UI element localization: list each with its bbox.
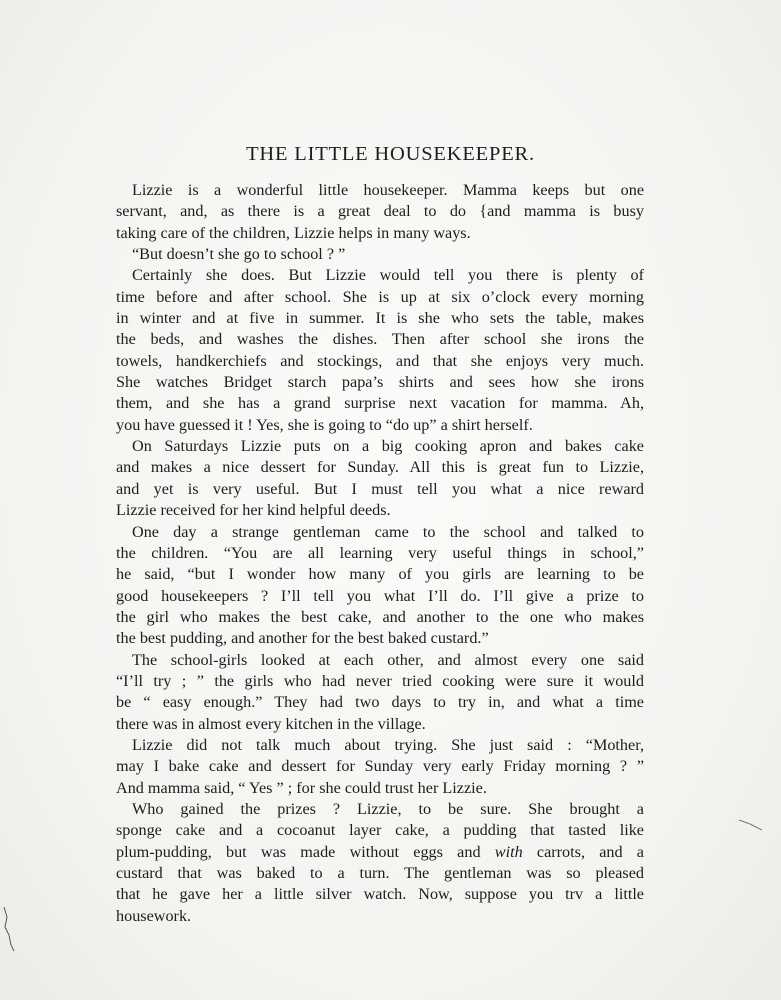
text-line: good housekeepers ? I’ll tell you what I’ll do. I’ll give a prize to — [116, 586, 644, 605]
text-line: custard that was baked to a turn. The gentleman was so pleased — [116, 864, 644, 882]
page-title: THE LITTLE HOUSEKEEPER. — [246, 143, 535, 165]
text-line: On Saturdays Lizzie puts on a big cooking apron and bakes cake — [132, 437, 644, 456]
text-line: servant, and, as there is a great deal to do {and mamma is busy — [116, 202, 644, 221]
text-line: housework. — [116, 906, 192, 925]
emphasis: with — [494, 842, 523, 861]
text-line: there was in almost every kitchen in the village. — [116, 714, 426, 733]
text-line: Who gained the prizes ? Lizzie, to be sure. She brought a — [132, 799, 644, 818]
text-line: he said, “but I wonder how many of you girls are learning to be — [116, 565, 644, 584]
text-line: the best pudding, and another for the best baked custard.” — [116, 629, 489, 648]
text-line: plum-pudding, but was made without eggs and with carrots, and a — [116, 842, 644, 861]
text-line: that he gave her a little silver watch. Now, suppose you trv a little — [116, 885, 644, 904]
text-line: Lizzie did not talk much about trying. She just said : “Mother, — [132, 735, 644, 754]
text-line: the beds, and washes the dishes. Then after school she irons the — [116, 330, 644, 349]
text-line: towels, handkerchiefs and stockings, and that she enjoys very much. — [116, 351, 644, 370]
text-line: She watches Bridget starch papa’s shirts and sees how she irons — [116, 373, 644, 392]
margin-smudge — [2, 905, 16, 953]
text-line: the girl who makes the best cake, and another to the one who makes — [116, 607, 644, 626]
margin-mark — [738, 818, 764, 832]
text-line: Certainly she does. But Lizzie would tell you there is plenty of — [132, 266, 644, 285]
text-line: may I bake cake and dessert for Sunday very early Friday morning ? ” — [116, 757, 644, 776]
text-line: and makes a nice dessert for Sunday. All this is great fun to Lizzie, — [116, 458, 644, 477]
text-line: Lizzie received for her kind helpful deeds. — [116, 501, 391, 520]
text-line: “I’ll try ; ” the girls who had never tried cooking were sure it would — [116, 671, 644, 690]
text-line: in winter and at five in summer. It is she who sets the table, makes — [116, 309, 644, 328]
text-line: the children. “You are all learning very useful things in school,” — [116, 543, 644, 562]
text-line: and yet is very useful. But I must tell you what a nice reward — [116, 479, 644, 498]
text-line: sponge cake and a cocoanut layer cake, a pudding that tasted like — [116, 821, 644, 840]
story-text — [116, 180, 644, 927]
text-line: taking care of the children, Lizzie helps in many ways. — [116, 223, 471, 242]
text-line: you have guessed it ! Yes, she is going to “do up” a shirt herself. — [116, 415, 533, 434]
text-line: And mamma said, “ Yes ” ; for she could trust her Lizzie. — [116, 778, 487, 797]
text-line: The school-girls looked at each other, and almost every one said — [132, 650, 644, 669]
text-line: One day a strange gentleman came to the school and talked to — [132, 522, 644, 541]
text-line: be “ easy enough.” They had two days to try in, and what a time — [116, 693, 644, 712]
text-line: them, and she has a grand surprise next vacation for mamma. Ah, — [116, 394, 644, 413]
text-line: time before and after school. She is up at six o’clock every morning — [116, 287, 644, 306]
text-line: “But doesn’t she go to school ? ” — [132, 245, 346, 264]
text-line: Lizzie is a wonderful little housekeeper. Mamma keeps but one — [132, 181, 644, 199]
